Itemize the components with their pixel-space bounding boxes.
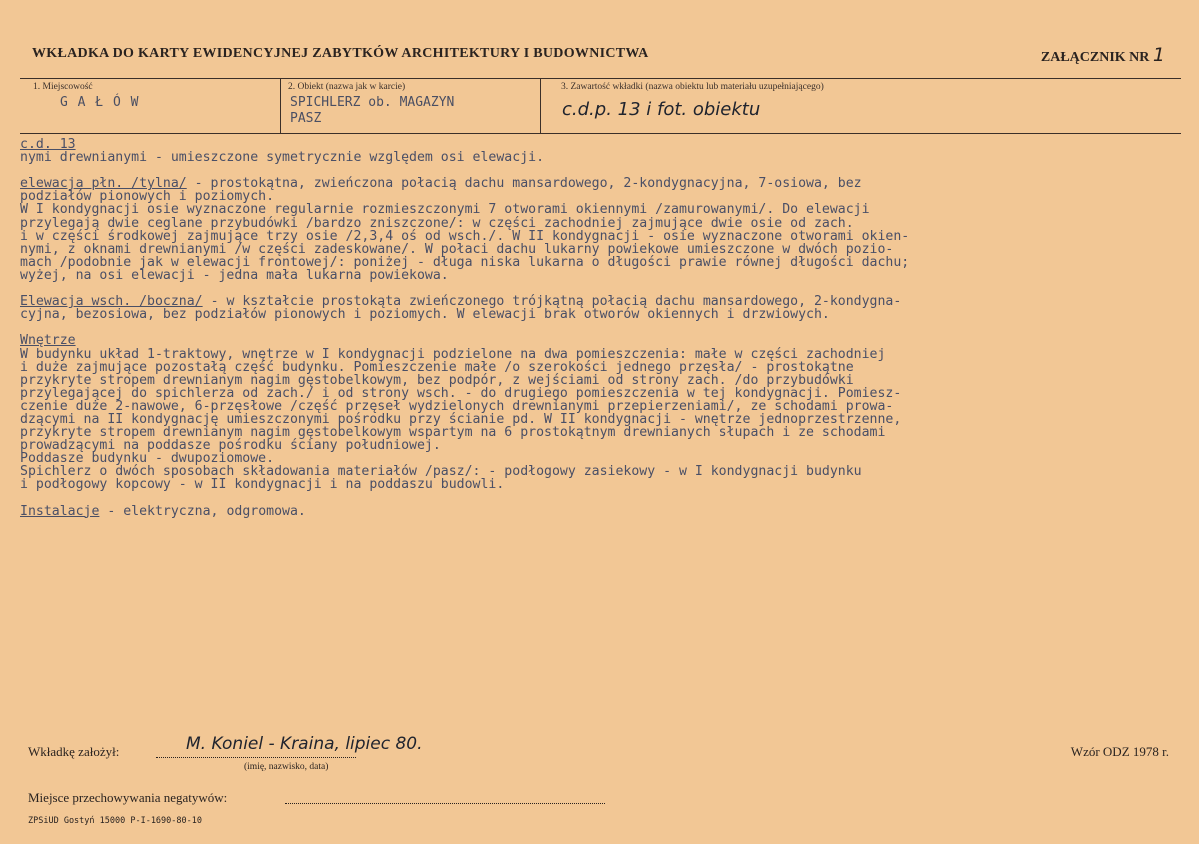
body-line: podziałów pionowych i poziomych. <box>20 189 275 205</box>
body-line: - w kształcie prostokąta zwieńczonego trójkątną połacią dachu mansardowego, 2-kondygna- <box>202 294 902 310</box>
attachment-number-value: 1 <box>1152 44 1165 66</box>
attachment-label: ZAŁĄCZNIK NR <box>1040 50 1150 65</box>
field-divider-2 <box>540 78 541 133</box>
body-line: i duże zajmujące pozostałą część budynku. Pomieszczenie małe /o szerokości jednego przęsła/ - prostokątne <box>20 359 854 375</box>
section-heading-installations: Instalacje <box>20 503 100 519</box>
body-line: nymi, z oknami drewnianymi /w części zadeskowane/. W połaci dachu lukarny powiekowe umieszczone w dwóch pozio- <box>20 241 894 257</box>
section-heading-east-elevation: Elewacja wsch. /boczna/ <box>20 294 203 310</box>
field-value-locality: G A Ł Ó W <box>60 95 140 110</box>
created-by-label: Wkładkę założył: <box>28 744 120 759</box>
form-title: WKŁADKA DO KARTY EWIDENCYJNEJ ZABYTKÓW ARCHITEKTURY I BUDOWNICTWA <box>32 46 649 61</box>
body-line: Spichlerz o dwóch sposobach składowania materiałów /pasz/: - podłogowy zasiekowy - w I kondygnacji budynku <box>20 464 862 480</box>
body-line: - prostokątna, zwieńczona połacią dachu mansardowego, 2-kondygnacyjna, 7-osiowa, bez <box>186 176 862 192</box>
body-line: prowadzącymi na poddasze pośrodku ściany południowej. <box>20 438 441 454</box>
header-rule-bottom <box>20 133 1181 134</box>
body-line: Poddasze budynku - dwupoziomowe. <box>20 451 275 467</box>
body-line: cyjna, bezosiowa, bez podziałów pionowych i poziomych. W elewacji brak otworów okiennych i drzwiowych. <box>20 307 830 323</box>
body-line: przylegają dwie ceglane przybudówki /bardzo zniszczone/: w części zachodniej zajmujące dwie osie od zach. <box>20 215 854 231</box>
section-heading-north-elevation: elewacja płn. /tylna/ <box>20 176 187 192</box>
field-divider-1 <box>280 78 281 133</box>
field-value-object-line1: SPICHLERZ ob. MAGAZYN <box>290 95 455 110</box>
field-label-object: 2. Obiekt (nazwa jak w karcie) <box>288 82 406 92</box>
continuation-ref: c.d. 13 <box>20 137 76 152</box>
negatives-storage-label: Miejsce przechowywania negatywów: <box>28 790 228 805</box>
created-by-signature: M. Koniel - Kraina, lipiec 80. <box>186 734 423 754</box>
body-line: czenie duże 2-nawowe, 6-przęsłowe /część przęseł wydzielonych drewnianymi przepierzeniami/, ze schodami prowa- <box>20 398 894 414</box>
body-line: mach /podobnie jak w elewacji frontowej/: poniżej - długa niska lukarna o długości prawie równej długości dachu; <box>20 254 910 270</box>
body-line: dzącymi na II kondygnację umieszczonymi pośrodku przy ścianie pd. W II kondygnacji - wnętrze jednoprzestrzenne, <box>20 411 902 427</box>
body-line: przykryte stropem drewnianym nagim gęstobelkowym, bez podpór, z wejściami od strony zach. /do przybudówki <box>20 372 854 388</box>
section-heading-interior: Wnętrze <box>20 333 76 349</box>
field-value-object-line2: PASZ <box>290 111 322 126</box>
field-label-locality: 1. Miejscowość <box>33 82 93 92</box>
body-line: - elektryczna, odgromowa. <box>99 503 306 519</box>
body-line: wyżej, na osi elewacji - jedna mała lukarna powiekowa. <box>20 267 449 283</box>
body-line: przylegającej do spichlerza od zach./ i od strony wsch. - do drugiego pomieszczenia w tej kondygnacji. Pomiesz- <box>20 385 902 401</box>
header-rule-top <box>20 78 1181 79</box>
attachment-number <box>1041 44 1165 66</box>
negatives-storage-dotline <box>285 803 605 804</box>
body-line: W I kondygnacji osie wyznaczone regularnie rozmieszczonymi 7 otworami okiennymi /zamurowanymi/. Do elewacji <box>20 202 870 218</box>
created-by-hint: (imię, nazwisko, data) <box>244 762 329 772</box>
body-line: nymi drewnianymi - umieszczone symetrycznie względem osi elewacji. <box>20 150 545 166</box>
body-line: W budynku układ 1-traktowy, wnętrze w I kondygnacji podzielone na dwa pomieszczenia: małe w części zachodniej <box>20 346 886 362</box>
field-label-contents: 3. Zawartość wkładki (nazwa obiektu lub materiału uzupełniającego) <box>561 82 824 92</box>
body-line: przykryte stropem drewnianym nagim gęstobelkowym wspartym na 6 prostokątnym drewnianych słupach i ze schodami <box>20 425 886 441</box>
print-info: ZPSiUD Gostyń 15000 P-I-1690-80-10 <box>28 816 202 826</box>
body-line: i podłogowy kopcowy - w II kondygnacji i na poddaszu budowli. <box>20 477 505 493</box>
form-model: Wzór ODZ 1978 r. <box>1070 744 1169 759</box>
description-text <box>20 138 1190 518</box>
body-line: i w części środkowej zajmujące trzy osie /2,3,4 oś od wsch./. W II kondygnacji - osie wyznaczone otworami okien- <box>20 228 910 244</box>
field-value-contents: c.d.p. 13 i fot. obiektu <box>562 99 761 120</box>
created-by-dotline <box>156 757 356 758</box>
